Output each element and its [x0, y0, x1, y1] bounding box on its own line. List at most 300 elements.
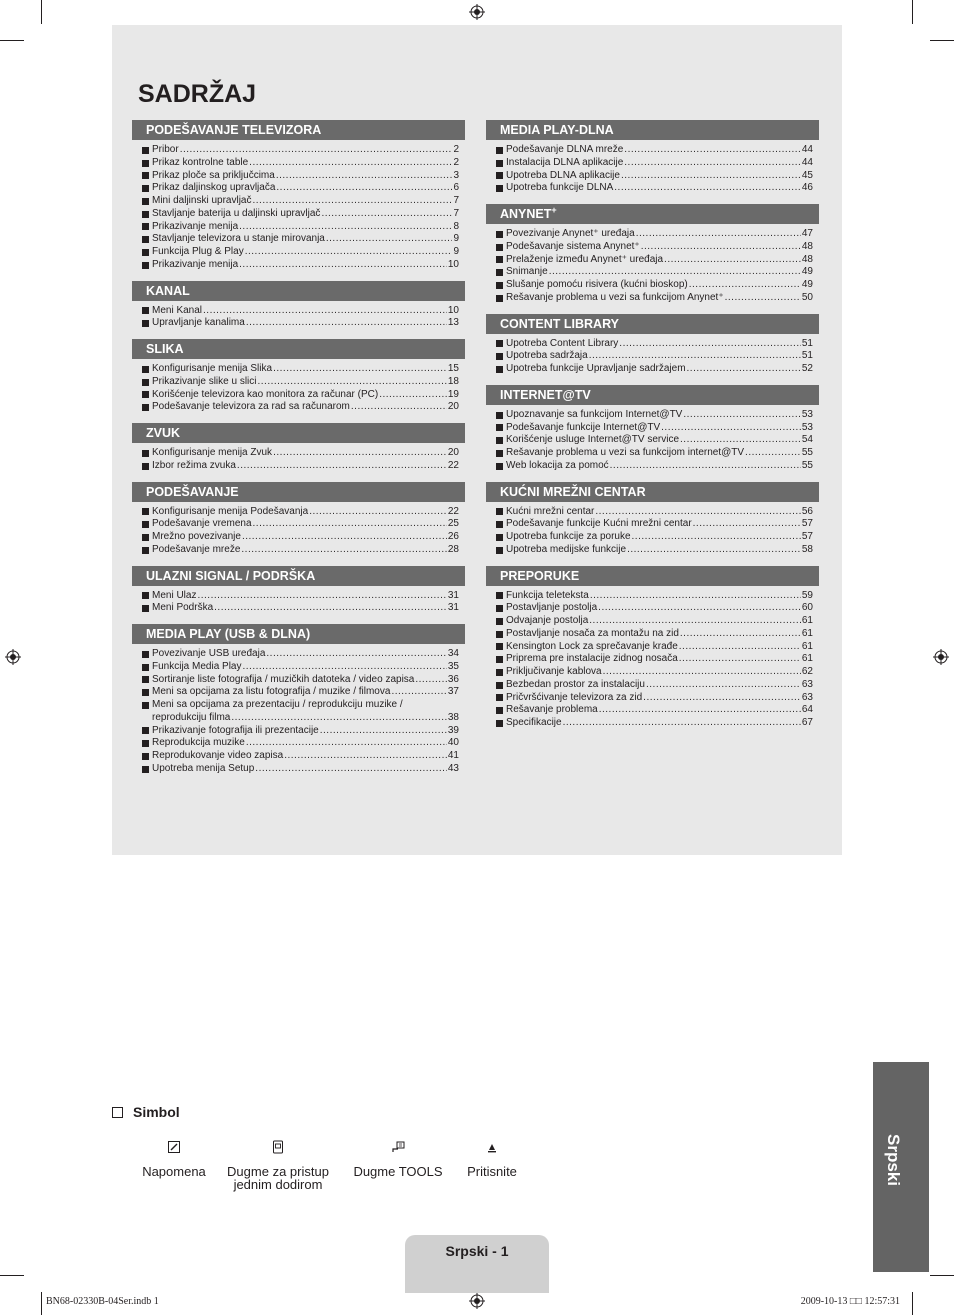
toc-leader-dots	[689, 279, 801, 292]
toc-leader-dots	[549, 266, 801, 279]
toc-entry-title: Prelaženje između Anynet⁺ uređaja	[506, 253, 664, 265]
toc-entry-page: 45	[801, 169, 813, 181]
toc-entry-title: Specifikacije	[506, 717, 562, 728]
crop-mark	[912, 1292, 913, 1315]
bullet-square-icon	[142, 172, 149, 179]
toc-leader-dots	[320, 725, 447, 738]
toc-entry-title: Izbor režima zvuka	[152, 459, 236, 471]
toc-leader-dots	[664, 254, 801, 267]
toc-entry-page: 41	[447, 750, 459, 761]
toc-entry-title: Funkcija Media Play	[152, 660, 242, 672]
bullet-square-icon	[142, 450, 149, 457]
crop-mark	[0, 1275, 24, 1276]
toc-entry-page: 34	[447, 648, 459, 659]
bullet-square-icon	[142, 307, 149, 314]
toc-entry-title: Upotreba medijske funkcije	[506, 543, 627, 555]
note-icon	[167, 1140, 181, 1154]
section-heading-text: CONTENT LIBRARY	[500, 316, 619, 331]
toc-entry	[486, 447, 819, 460]
toc-entry-page: 50	[801, 291, 813, 303]
bullet-square-icon	[496, 631, 503, 638]
toc-leader-dots	[253, 518, 447, 531]
section-header	[132, 482, 465, 502]
symbol-item-press	[460, 1140, 524, 1178]
toc-entry	[132, 686, 465, 699]
toc-section	[486, 482, 819, 557]
section-header	[132, 423, 465, 443]
toc-entry-title: Prikaz kontrolne table	[152, 156, 249, 168]
toc-entry	[132, 518, 465, 531]
toc-entry-page: 20	[447, 401, 459, 413]
bullet-square-icon	[142, 766, 149, 773]
tools-button-icon	[391, 1140, 405, 1154]
toc-leader-dots	[276, 170, 453, 183]
bullet-square-icon	[496, 412, 503, 419]
toc-entry-page: 61	[801, 615, 813, 626]
registration-mark-icon	[5, 649, 21, 665]
bullet-square-icon	[496, 295, 503, 302]
toc-entry	[132, 182, 465, 195]
toc-entry	[132, 233, 465, 246]
toc-leader-dots	[589, 615, 801, 628]
toc-leader-dots	[214, 602, 447, 615]
toc-entry	[132, 661, 465, 674]
section-header	[486, 204, 819, 224]
toc-entry-page: 7	[453, 207, 459, 219]
toc-entry	[486, 434, 819, 447]
toc-entry	[486, 279, 819, 292]
toc-entry	[486, 653, 819, 666]
toc-entry-title: Podešavanje sistema Anynet⁺	[506, 240, 640, 252]
toc-section	[132, 566, 465, 616]
toc-leader-dots	[693, 518, 801, 531]
toc-entry-title: Kensington Lock za sprečavanje krađe	[506, 640, 678, 652]
toc-entry-page: 58	[801, 543, 813, 555]
toc-section	[486, 314, 819, 376]
toc-entry-title: Upotreba funkcije DLNA	[506, 182, 614, 194]
toc-leader-dots	[590, 590, 801, 603]
toc-entry-title: Prikazivanje menija	[152, 220, 239, 232]
toc-entry	[132, 246, 465, 259]
toc-entry	[132, 602, 465, 615]
toc-entry	[132, 648, 465, 661]
bullet-square-icon	[142, 198, 149, 205]
toc-entry-page: 63	[801, 691, 813, 703]
symbol-label: Dugme TOOLS	[353, 1164, 443, 1179]
toc-entry-page: 54	[801, 434, 813, 446]
toc-entry-title: Rešavanje problema u vezi sa funkcijom internet@TV	[506, 447, 745, 458]
toc-entry-title: Podešavanje televizora za rad sa računarom	[152, 401, 350, 413]
toc-leader-dots	[266, 648, 446, 661]
section-heading-text: MEDIA PLAY (USB & DLNA)	[146, 627, 311, 641]
bullet-square-icon	[142, 689, 149, 696]
toc-leader-dots	[627, 544, 801, 557]
toc-leader-dots	[203, 305, 447, 318]
toc-leader-dots	[610, 460, 801, 473]
toc-entry-title: Instalacija DLNA aplikacije	[506, 156, 624, 168]
toc-leader-dots	[257, 376, 446, 389]
toc-entry-title: Meni Kanal	[152, 304, 203, 316]
bullet-square-icon	[496, 682, 503, 689]
toc-entry	[132, 221, 465, 234]
toc-entry-title: Korišćenje televizora kao monitora za računar (PC)	[152, 388, 379, 400]
bullet-square-icon	[142, 366, 149, 373]
bullet-square-icon	[496, 185, 503, 192]
toc-leader-dots	[351, 401, 447, 414]
toc-entry-title: Postavljanje postolja	[506, 602, 598, 614]
crop-mark	[930, 40, 954, 41]
language-side-tab	[873, 1062, 929, 1272]
toc-entry-title: Upravljanje kanalima	[152, 317, 245, 329]
toc-entry-page: 51	[801, 337, 813, 349]
toc-entry-page: 26	[447, 531, 459, 542]
bullet-square-icon	[142, 379, 149, 386]
bullet-square-icon	[142, 592, 149, 599]
toc-leader-dots	[242, 531, 447, 544]
bullet-square-icon	[142, 605, 149, 612]
toc-entry-title: Podešavanje DLNA mreže	[506, 144, 624, 155]
toc-entry	[486, 350, 819, 363]
toc-entry-page: 56	[801, 505, 813, 517]
toc-entry-page: 2	[453, 144, 459, 155]
toc-entry	[486, 641, 819, 654]
toc-entry-page: 55	[801, 459, 813, 471]
bullet-square-icon	[496, 547, 503, 554]
bullet-square-icon	[496, 244, 503, 251]
toc-leader-dots	[687, 363, 801, 376]
toc-leader-dots	[273, 363, 447, 376]
toc-entry	[132, 447, 465, 460]
toc-entry	[132, 674, 465, 687]
toc-column-left	[132, 120, 465, 785]
toc-entry-title: Konfigurisanje menija Zvuk	[152, 447, 273, 458]
toc-leader-dots	[599, 704, 801, 717]
bullet-square-icon	[496, 366, 503, 373]
toc-leader-dots	[614, 182, 801, 195]
toc-entry-title: Priprema pre instalacije zidnog nosača	[506, 653, 678, 665]
toc-entry-title: Upotreba funkcije za poruke	[506, 531, 631, 542]
checkbox-bullet-icon	[112, 1107, 123, 1118]
toc-entry-page: 60	[801, 602, 813, 614]
section-header	[132, 624, 465, 644]
toc-section	[132, 423, 465, 473]
toc-entry	[132, 259, 465, 272]
toc-leader-dots	[643, 692, 801, 705]
toc-entry-page: 49	[801, 266, 813, 278]
toc-leader-dots	[379, 389, 447, 402]
toc-leader-dots	[641, 241, 801, 254]
toc-entry-page: 39	[447, 724, 459, 736]
section-header	[132, 120, 465, 140]
toc-entry	[132, 208, 465, 221]
toc-entry	[132, 531, 465, 544]
bullet-square-icon	[142, 676, 149, 683]
bullet-square-icon	[142, 320, 149, 327]
registration-mark-icon	[469, 1293, 485, 1309]
toc-entry-title: Upoznavanje sa funkcijom Internet@TV	[506, 408, 683, 420]
bullet-square-icon	[142, 740, 149, 747]
bullet-square-icon	[496, 172, 503, 179]
toc-leader-dots	[680, 434, 801, 447]
symbol-item-tools	[350, 1140, 446, 1178]
toc-leader-dots	[246, 737, 447, 750]
toc-entry-page: 6	[453, 182, 459, 194]
bullet-square-icon	[142, 463, 149, 470]
toc-entry-page: 9	[453, 233, 459, 245]
toc-entry	[132, 544, 465, 557]
toc-entry	[132, 317, 465, 330]
toc-leader-dots	[683, 409, 801, 422]
toc-entry	[486, 292, 819, 305]
side-tab-label: Srpski	[884, 1134, 903, 1186]
toc-leader-dots	[603, 666, 801, 679]
toc-entry-title: Upotreba sadržaja	[506, 350, 588, 362]
toc-entry-page: 18	[447, 375, 459, 387]
toc-entry-title: Prikaz ploče sa priključcima	[152, 169, 275, 181]
bullet-square-icon	[142, 521, 149, 528]
page-number-tab	[405, 1235, 549, 1293]
bullet-square-icon	[496, 147, 503, 154]
toc-leader-dots	[636, 228, 801, 241]
toc-entry-page: 49	[801, 279, 813, 290]
toc-leader-dots	[679, 641, 801, 654]
bullet-square-icon	[142, 223, 149, 230]
toc-entry-title: Rešavanje problema u vezi sa funkcijom Anynet⁺	[506, 291, 724, 303]
one-touch-button-icon	[271, 1140, 285, 1154]
toc-entry-page: 40	[447, 737, 459, 749]
toc-entry-page: 47	[801, 228, 813, 239]
toc-entry-page: 61	[801, 627, 813, 639]
bullet-square-icon	[142, 664, 149, 671]
symbol-legend-heading	[112, 1104, 180, 1120]
footer-timestamp: 2009-10-13 □□ 12:57:31	[800, 1296, 900, 1307]
toc-entry-page: 38	[447, 711, 459, 723]
toc-entry-page: 64	[801, 704, 813, 716]
toc-entry	[132, 144, 465, 157]
toc-entry	[132, 460, 465, 473]
bullet-square-icon	[142, 534, 149, 541]
bullet-square-icon	[496, 592, 503, 599]
toc-entry	[132, 195, 465, 208]
section-header	[132, 566, 465, 586]
toc-entry-title: Podešavanje funkcije Kućni mrežni centar	[506, 518, 692, 530]
bullet-square-icon	[142, 727, 149, 734]
toc-entry-title: Mrežno povezivanje	[152, 531, 241, 542]
bullet-square-icon	[142, 147, 149, 154]
toc-entry	[486, 704, 819, 717]
toc-entry	[486, 590, 819, 603]
toc-entry-page: 8	[453, 220, 459, 232]
toc-entry-page: 57	[801, 531, 813, 542]
section-header	[486, 314, 819, 334]
toc-leader-dots	[276, 182, 452, 195]
page-number: Srpski - 1	[445, 1243, 509, 1259]
toc-leader-dots	[391, 686, 446, 699]
bullet-square-icon	[496, 643, 503, 650]
toc-entry-page: 22	[447, 459, 459, 471]
toc-leader-dots	[679, 653, 801, 666]
toc-entry-page: 22	[447, 505, 459, 517]
toc-leader-dots	[725, 292, 801, 305]
toc-entry	[132, 763, 465, 776]
toc-leader-dots	[237, 460, 447, 473]
bullet-square-icon	[142, 391, 149, 398]
section-header	[486, 120, 819, 140]
toc-entry-title: Meni sa opcijama za listu fotografija / muzike / filmova	[152, 686, 391, 698]
bullet-square-icon	[496, 707, 503, 714]
bullet-square-icon	[142, 249, 149, 256]
toc-entry	[486, 266, 819, 279]
toc-entry-title: Web lokacija za pomoć	[506, 459, 609, 471]
toc-entry-title: Stavljanje baterija u daljinski upravljač	[152, 207, 321, 219]
toc-leader-dots	[661, 422, 801, 435]
toc-leader-dots	[321, 208, 452, 221]
toc-entry-title: Podešavanje funkcije Internet@TV	[506, 421, 661, 433]
toc-entry	[486, 692, 819, 705]
toc-entry	[486, 544, 819, 557]
toc-entry	[132, 389, 465, 402]
section-heading-text: KANAL	[146, 283, 190, 298]
toc-entry-title: Funkcija teleteksta	[506, 589, 589, 601]
section-heading-text: MEDIA PLAY-DLNA	[500, 123, 614, 137]
toc-entry	[486, 628, 819, 641]
bullet-square-icon	[142, 262, 149, 269]
toc-entry-title: Odvajanje postolja	[506, 615, 589, 626]
toc-leader-dots	[231, 712, 447, 725]
toc-leader-dots	[589, 350, 801, 363]
toc-entry-page: 44	[801, 144, 813, 155]
toc-leader-dots	[197, 590, 446, 603]
toc-entry-page: 35	[447, 660, 459, 672]
toc-entry-page: 61	[801, 653, 813, 665]
toc-entry-title: Kućni mrežni centar	[506, 505, 595, 517]
toc-entry	[486, 531, 819, 544]
toc-entry	[132, 170, 465, 183]
toc-leader-dots	[309, 506, 447, 519]
toc-leader-dots	[252, 195, 452, 208]
toc-entry-page: 48	[801, 253, 813, 265]
toc-entry	[486, 679, 819, 692]
toc-column-right	[486, 120, 819, 739]
toc-entry-page: 57	[801, 518, 813, 530]
toc-leader-dots	[249, 157, 452, 170]
toc-entry	[132, 737, 465, 750]
toc-leader-dots	[619, 338, 801, 351]
toc-entry	[132, 376, 465, 389]
toc-entry	[132, 363, 465, 376]
crop-mark	[912, 0, 913, 24]
toc-entry	[132, 699, 465, 712]
bullet-square-icon	[142, 185, 149, 192]
toc-leader-dots	[246, 317, 447, 330]
toc-entry-title: Reprodukovanje video zapisa	[152, 750, 284, 761]
toc-entry-title: Korišćenje usluge Internet@TV service	[506, 434, 680, 446]
registration-mark-icon	[469, 4, 485, 20]
bullet-square-icon	[496, 463, 503, 470]
section-header	[486, 482, 819, 502]
toc-leader-dots	[621, 170, 801, 183]
toc-entry-title: Sortiranje liste fotografija / muzičkih datoteka / video zapisa	[152, 673, 415, 685]
bullet-square-icon	[496, 269, 503, 276]
toc-leader-dots	[563, 717, 801, 730]
toc-entry	[486, 363, 819, 376]
section-heading-text: KUĆNI MREŽNI CENTAR	[500, 484, 646, 499]
bullet-square-icon	[142, 211, 149, 218]
toc-entry-title: Slušanje pomoću risivera (kućni bioskop)	[506, 279, 688, 290]
toc-entry-title: Prikazivanje slike u slici	[152, 375, 257, 387]
bullet-square-icon	[496, 340, 503, 347]
toc-section	[132, 624, 465, 776]
section-heading-text: PODEŠAVANJE	[146, 484, 239, 499]
toc-entry-title: Priključivanje kablova	[506, 666, 602, 677]
toc-leader-dots	[245, 246, 453, 259]
toc-leader-dots	[242, 661, 446, 674]
toc-section	[132, 281, 465, 331]
toc-entry	[486, 506, 819, 519]
toc-entry	[132, 506, 465, 519]
toc-entry-title: Funkcija Plug & Play	[152, 246, 244, 257]
toc-entry-title: Stavljanje televizora u stanje mirovanja	[152, 233, 325, 245]
toc-entry-title: Upotreba DLNA aplikacije	[506, 169, 620, 181]
registration-mark-icon	[933, 649, 949, 665]
toc-entry-title: Meni Podrška	[152, 602, 214, 614]
crop-mark	[0, 40, 24, 41]
toc-entry-page: 25	[447, 518, 459, 530]
toc-entry-page: 52	[801, 363, 813, 374]
toc-leader-dots	[624, 144, 801, 157]
bullet-square-icon	[496, 656, 503, 663]
toc-section	[486, 566, 819, 730]
section-header	[486, 385, 819, 405]
toc-entry-page: 53	[801, 408, 813, 420]
toc-section	[486, 385, 819, 473]
section-heading-text: PREPORUKE	[500, 568, 580, 583]
toc-entry-page: 2	[453, 156, 459, 168]
toc-entry	[486, 666, 819, 679]
bullet-square-icon	[496, 694, 503, 701]
toc-entry	[486, 144, 819, 157]
toc-leader-dots	[624, 157, 801, 170]
toc-entry-page: 62	[801, 666, 813, 677]
toc-entry	[486, 170, 819, 183]
toc-section	[486, 120, 819, 195]
toc-leader-dots	[241, 544, 446, 557]
crop-mark	[41, 1292, 42, 1315]
bullet-square-icon	[496, 605, 503, 612]
toc-entry-title: Meni Ulaz	[152, 589, 197, 601]
toc-entry-title: Postavljanje nosača za montažu na zid	[506, 627, 679, 639]
toc-leader-dots	[273, 447, 447, 460]
bullet-square-icon	[496, 618, 503, 625]
section-heading-text: ZVUK	[146, 426, 181, 440]
section-heading-text: SLIKA	[146, 342, 184, 356]
toc-entry-page: 31	[447, 602, 459, 614]
toc-entry-page: 3	[453, 169, 459, 181]
toc-entry-page: 55	[801, 447, 813, 458]
toc-entry-page: 48	[801, 240, 813, 252]
toc-entry	[486, 422, 819, 435]
toc-leader-dots	[632, 531, 801, 544]
toc-entry-page: 10	[447, 258, 459, 270]
toc-entry	[486, 157, 819, 170]
toc-entry-page: 63	[801, 678, 813, 690]
toc-entry-title: Podešavanje vremena	[152, 518, 252, 530]
toc-entry-page: 44	[801, 156, 813, 168]
bullet-square-icon	[496, 450, 503, 457]
toc-leader-dots	[180, 144, 453, 157]
toc-entry-page: 51	[801, 350, 813, 362]
toc-entry-page: 67	[801, 717, 813, 728]
